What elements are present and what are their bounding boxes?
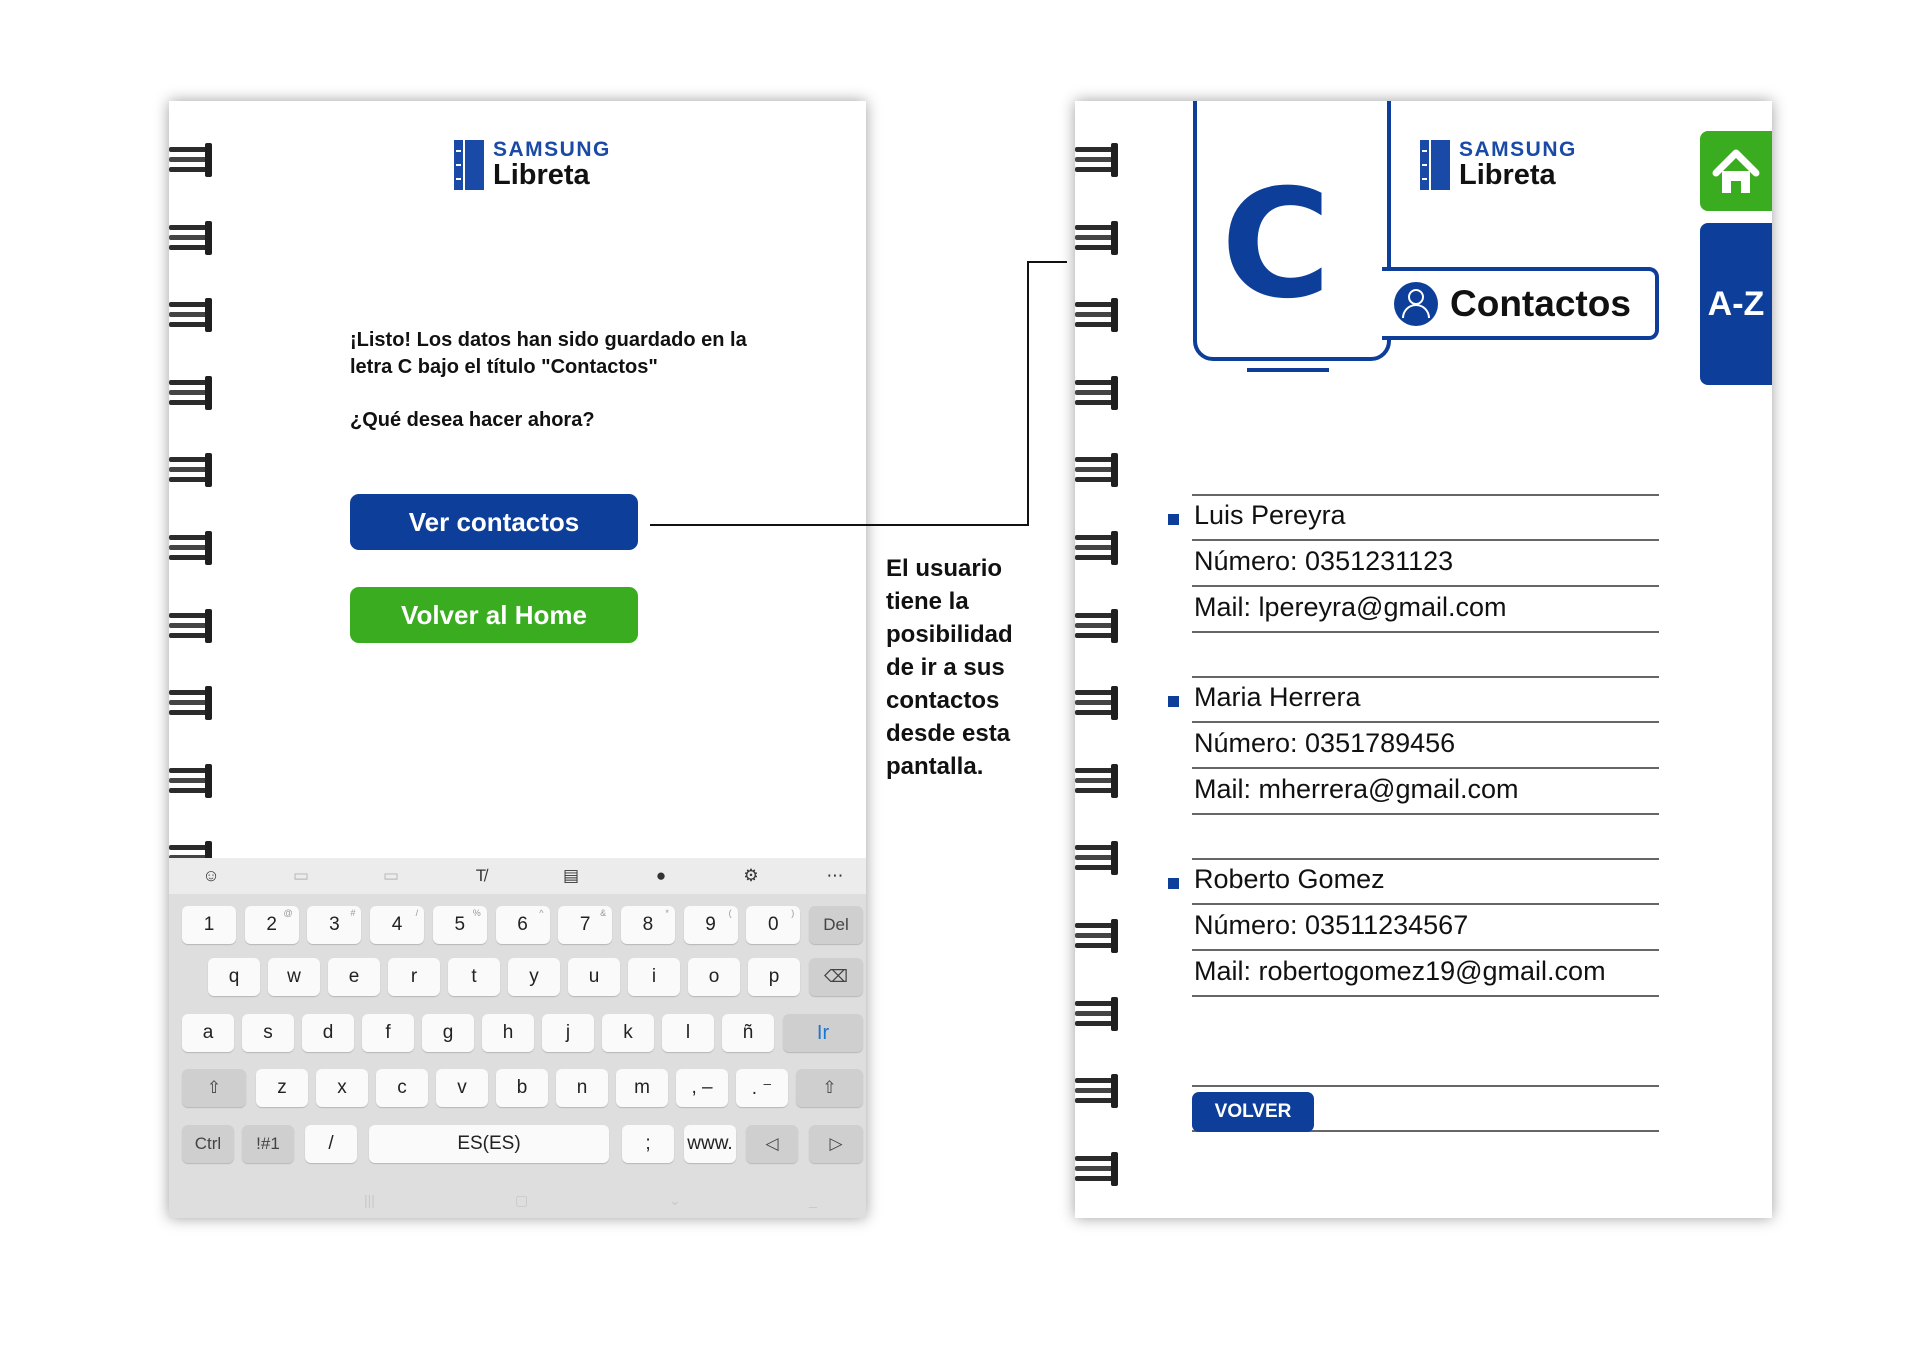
microphone-icon[interactable]: ● [655,866,667,885]
key-main: 1 [203,914,215,935]
spiral-ring [1075,298,1123,332]
contact-bullet-icon [1168,878,1179,889]
go-key[interactable]: Ir [783,1014,863,1052]
www-key[interactable]: www. [684,1125,736,1163]
emoji-icon[interactable]: ☺ [202,866,220,885]
home-nav-icon[interactable]: ▢ [515,1192,529,1208]
separator-line [1192,767,1659,769]
key-sub: * [665,908,669,918]
notebook-logo-icon [454,140,484,190]
key-sub: ) [791,908,795,918]
key-main: 6 [517,914,528,935]
key-number[interactable] [496,906,550,944]
ctrl-key[interactable]: Ctrl [182,1125,234,1163]
separator-line [1192,721,1659,723]
samsung-libreta-logo [454,139,611,190]
key-letter[interactable]: g [422,1014,474,1052]
volver-button[interactable]: VOLVER [1192,1092,1314,1132]
gif-icon[interactable]: ▭ [382,866,400,885]
key-sub: / [415,908,419,918]
key-letter[interactable]: s [242,1014,294,1052]
connector-line-vertical [1027,261,1029,526]
letter-underline [1247,368,1329,372]
semicolon-key[interactable]: ; [622,1125,674,1163]
key-letter[interactable]: q [208,958,260,996]
contact-bullet-icon [1168,514,1179,525]
spiral-ring [1075,919,1123,953]
key-main: 2 [266,914,277,935]
contact-mail: Mail: mherrera@gmail.com [1194,774,1519,804]
spiral-ring [169,531,217,565]
key-main: 5 [454,914,466,935]
contact-mail: Mail: lpereyra@gmail.com [1194,592,1507,622]
key-number[interactable] [182,906,236,944]
separator-line [1192,494,1659,496]
spiral-ring [1075,997,1123,1031]
contact-mail: Mail: robertogomez19@gmail.com [1194,956,1606,986]
key-main: 4 [391,914,403,935]
key-sub: @ [283,908,293,918]
spiral-ring [169,764,217,798]
slash-key[interactable]: / [305,1125,357,1163]
annotation-text: El usuario tiene la posibilidad de ir a sus contactos desde esta pantalla. [886,555,1013,780]
az-index-tab[interactable]: A-Z [1700,223,1772,385]
spiral-ring [1075,453,1123,487]
key-letter[interactable]: a [182,1014,234,1052]
spiral-ring [169,143,217,177]
key-letter[interactable]: j [542,1014,594,1052]
key-sub: ( [728,908,732,918]
key-number[interactable] [558,906,612,944]
separator-line [1192,813,1659,815]
separator-line [1192,539,1659,541]
key-number[interactable] [307,906,361,944]
logo-brand: SAMSUNG [493,138,611,161]
recent-apps-icon[interactable]: ||| [364,1192,375,1208]
key-letter[interactable]: e [328,958,380,996]
key-letter[interactable]: b [496,1069,548,1107]
key-sub: ^ [539,908,544,918]
spiral-ring [1075,686,1123,720]
spiral-ring [1075,1152,1123,1186]
key-number[interactable] [746,906,800,944]
on-screen-keyboard [169,858,866,1218]
right-phone-screen [1075,101,1772,1218]
key-number[interactable] [621,906,675,944]
spiral-ring [169,686,217,720]
key-letter[interactable]: k [602,1014,654,1052]
spiral-ring [169,376,217,410]
key-letter[interactable]: r [388,958,440,996]
separator-line [1192,676,1659,678]
backspace-key[interactable]: ⌫ [809,958,863,996]
comma-key[interactable]: , – [676,1069,728,1107]
spiral-ring [1075,609,1123,643]
key-letter[interactable]: x [316,1069,368,1107]
separator-line [1192,858,1659,860]
key-letter[interactable]: t [448,958,500,996]
ver-contactos-button[interactable]: Ver contactos [350,494,638,550]
section-title: Contactos [1450,282,1631,324]
more-icon[interactable]: ⋯ [826,866,844,885]
key-sub: # [350,908,356,918]
shift-key[interactable]: ⇧ [182,1069,246,1107]
contact-name: Luis Pereyra [1194,500,1346,530]
spiral-ring [1075,764,1123,798]
spiral-ring [1075,376,1123,410]
period-key[interactable]: . ⁻ [736,1069,788,1107]
key-letter[interactable]: w [268,958,320,996]
key-letter[interactable]: u [568,958,620,996]
spiral-ring [1075,841,1123,875]
separator-line [1192,585,1659,587]
key-letter[interactable]: m [616,1069,668,1107]
keyboard-toolbar [169,858,866,894]
spiral-ring [1075,221,1123,255]
connector-line [650,524,1028,526]
key-letter[interactable]: f [362,1014,414,1052]
key-main: 3 [329,914,340,935]
logo-product: Libreta [1459,159,1556,191]
volver-home-button[interactable]: Volver al Home [350,587,638,643]
connector-line-top [1027,261,1067,263]
key-main: 9 [705,914,716,935]
question-text: ¿Qué desea hacer ahora? [350,409,595,431]
spiral-ring [1075,143,1123,177]
samsung-libreta-logo [1420,139,1577,190]
spiral-ring [169,221,217,255]
key-letter[interactable]: z [256,1069,308,1107]
contactos-section-tab [1382,267,1659,340]
sticker-icon[interactable]: ▭ [292,866,310,885]
confirmation-message [350,327,747,381]
key-main: 8 [642,914,654,935]
logo-product: Libreta [493,159,590,191]
key-main: 7 [579,914,591,935]
contact-name: Maria Herrera [1194,682,1361,712]
home-tab-button[interactable] [1700,131,1772,211]
key-number[interactable] [245,906,299,944]
separator-line [1192,903,1659,905]
key-main: 0 [768,914,779,935]
separator-line [1192,949,1659,951]
separator-line [1192,995,1659,997]
shift-key[interactable]: ⇧ [796,1069,863,1107]
key-letter[interactable]: p [748,958,800,996]
key-letter[interactable]: c [376,1069,428,1107]
cursor-right-key[interactable]: ▷ [809,1125,863,1163]
key-letter[interactable]: ñ [722,1014,774,1052]
spiral-ring [169,453,217,487]
key-letter[interactable]: y [508,958,560,996]
user-icon [1394,282,1438,326]
contact-number: Número: 0351231123 [1194,546,1454,576]
notebook-logo-icon [1420,140,1450,190]
home-icon [1700,131,1772,211]
spiral-ring [1075,531,1123,565]
contact-bullet-icon [1168,696,1179,707]
contact-number: Número: 03511234567 [1194,910,1469,940]
message-line-1: ¡Listo! Los datos han sido guardado en la [350,329,747,351]
logo-brand: SAMSUNG [1459,138,1577,161]
spiral-ring [169,609,217,643]
contact-name: Roberto Gomez [1194,864,1385,894]
message-line-2: letra C bajo el título "Contactos" [350,356,658,378]
key-letter[interactable]: h [482,1014,534,1052]
back-chevron-icon[interactable]: ⌄ [669,1192,681,1208]
symbols-key[interactable]: !#1 [242,1125,294,1163]
cursor-left-key[interactable]: ◁ [746,1125,798,1163]
key-letter[interactable]: o [688,958,740,996]
key-number[interactable] [684,906,738,944]
key-number[interactable] [370,906,424,944]
key-letter[interactable]: v [436,1069,488,1107]
settings-icon[interactable]: ⚙ [743,866,759,885]
key-letter[interactable]: d [302,1014,354,1052]
spiral-ring [1075,1074,1123,1108]
separator-line [1192,631,1659,633]
key-letter[interactable]: n [556,1069,608,1107]
delete-key[interactable]: Del [809,906,863,944]
key-letter[interactable]: i [628,958,680,996]
separator-line [1192,1085,1659,1087]
contact-number: Número: 0351789456 [1194,728,1456,758]
handwriting-icon[interactable]: T̸ [475,866,487,885]
keyboard-hide-icon[interactable]: _ [809,1192,817,1208]
key-number[interactable] [433,906,487,944]
key-letter[interactable]: l [662,1014,714,1052]
key-sub: & [600,908,607,918]
clipboard-icon[interactable]: ▤ [562,866,580,885]
left-phone-screen [169,101,866,1218]
letter-card [1193,101,1391,361]
letter-heading: C [1221,158,1332,332]
system-navbar [169,1188,866,1218]
spiral-ring [169,298,217,332]
key-sub: % [472,908,481,918]
space-key[interactable]: ES(ES) [369,1125,609,1163]
